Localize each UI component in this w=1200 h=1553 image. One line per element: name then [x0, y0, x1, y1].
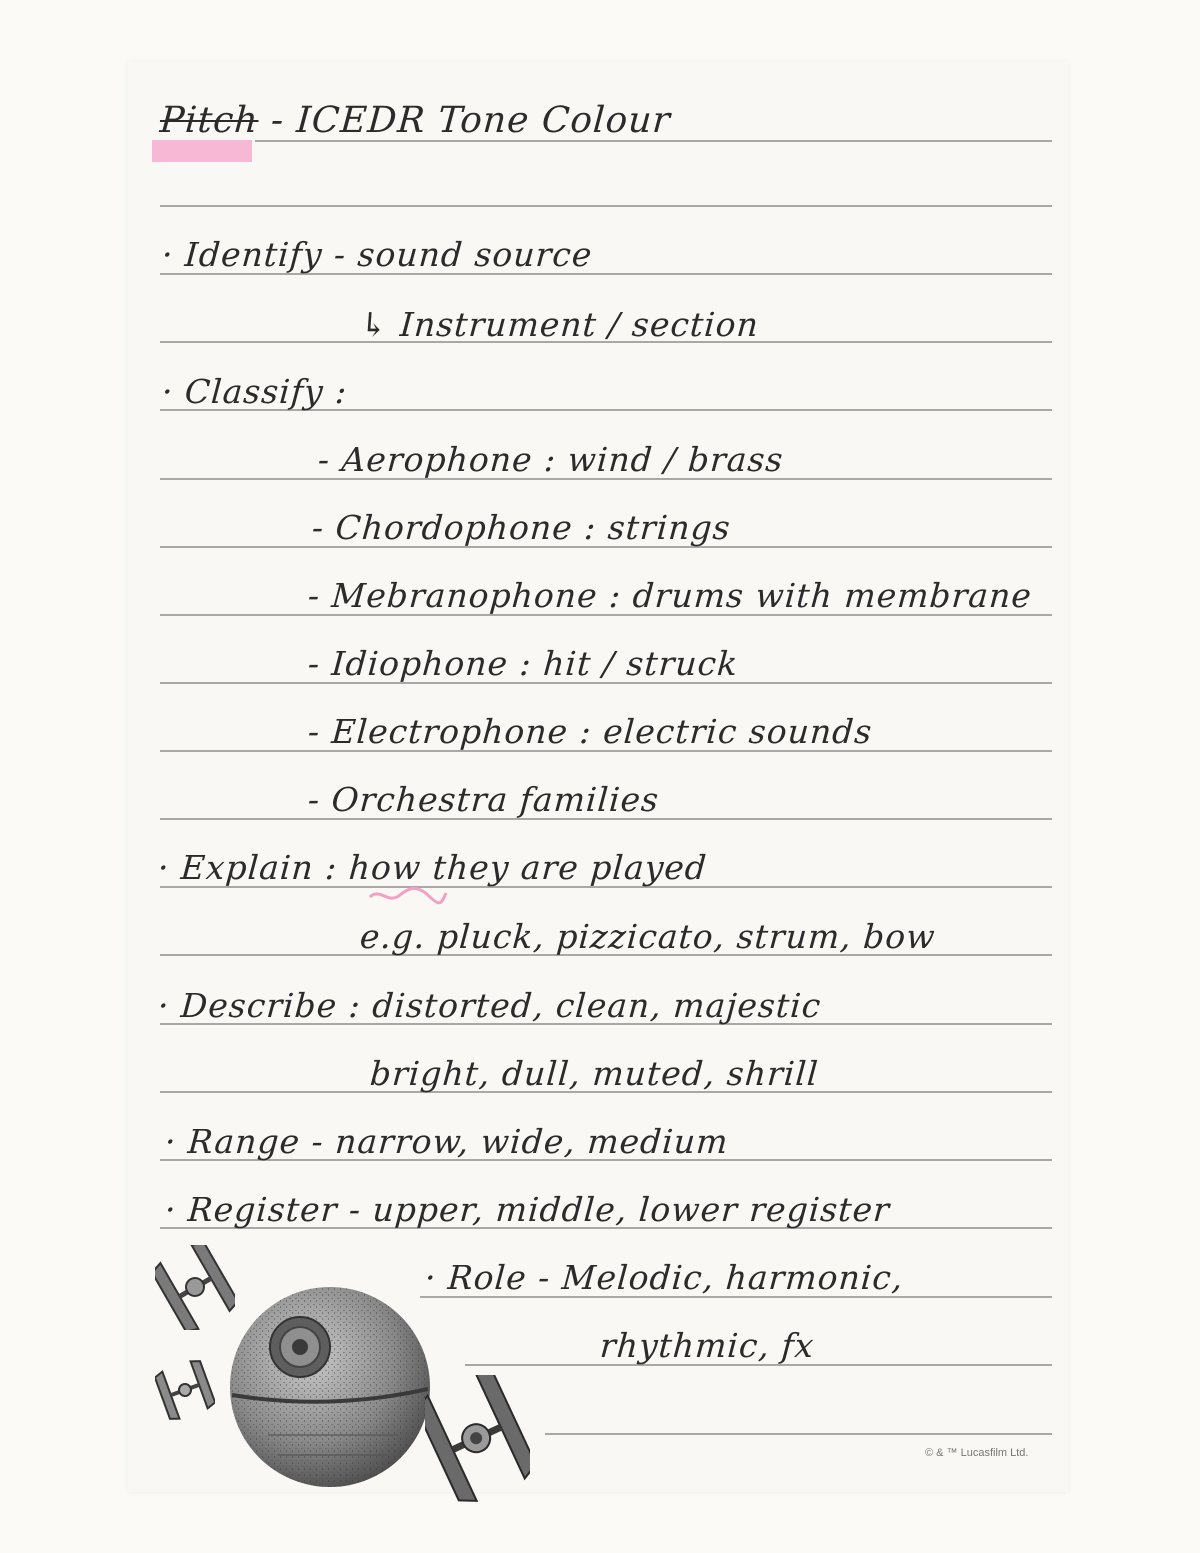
note-describe: · Describe : distorted, clean, majestic: [156, 986, 823, 1025]
title-rest: - ICEDR Tone Colour: [257, 100, 673, 141]
note-identify: · Identify - sound source: [160, 235, 594, 274]
note-explain: · Explain : how they are played: [156, 848, 709, 887]
note-aerophone: - Aerophone : wind / brass: [316, 440, 785, 479]
death-star-icon: [228, 1285, 433, 1490]
note-describe-2: bright, dull, muted, shrill: [368, 1054, 820, 1093]
tie-fighter-icon: [155, 1245, 235, 1330]
note-identify-sub: ↳ Instrument / section: [358, 305, 761, 344]
tie-fighter-icon: [425, 1375, 530, 1505]
tie-fighter-icon: [155, 1360, 215, 1420]
pink-squiggle: [366, 885, 450, 907]
page-title: [159, 100, 673, 141]
note-role-2: rhythmic, fx: [598, 1326, 816, 1365]
note-membranophone: - Mebranophone : drums with membrane: [306, 576, 1034, 615]
note-range: · Range - narrow, wide, medium: [163, 1122, 730, 1161]
note-electrophone: - Electrophone : electric sounds: [306, 712, 874, 751]
copyright-notice: © & ™ Lucasfilm Ltd.: [925, 1447, 1029, 1459]
pink-highlight: [152, 140, 252, 162]
note-role: · Role - Melodic, harmonic,: [423, 1258, 905, 1297]
note-register: · Register - upper, middle, lower register: [163, 1190, 892, 1229]
note-idiophone: - Idiophone : hit / struck: [306, 644, 740, 683]
note-classify: · Classify :: [160, 372, 349, 411]
note-orchestra: - Orchestra families: [306, 780, 661, 819]
note-explain-eg: e.g. pluck, pizzicato, strum, bow: [358, 917, 937, 956]
struck-word: Pitch: [158, 100, 260, 141]
note-chordophone: - Chordophone : strings: [310, 508, 733, 547]
